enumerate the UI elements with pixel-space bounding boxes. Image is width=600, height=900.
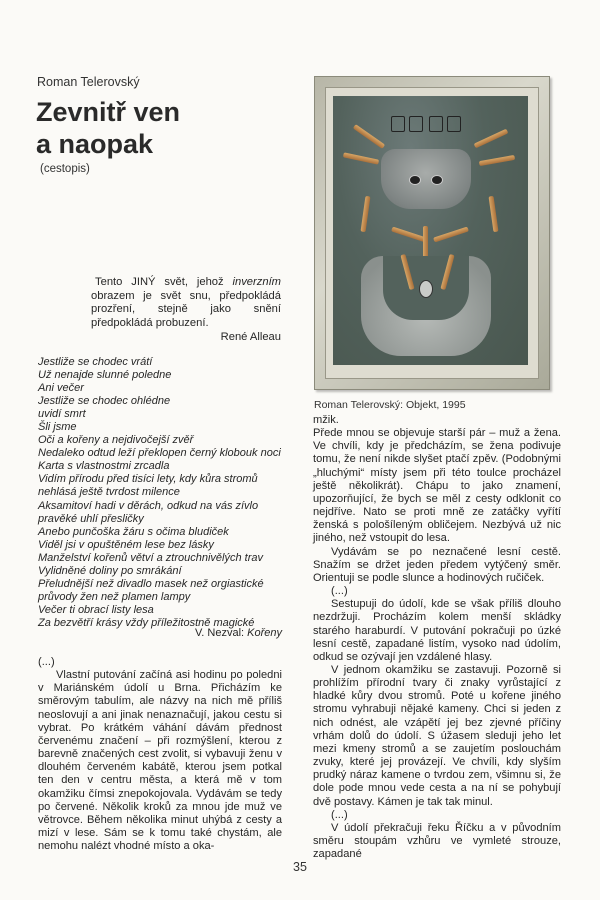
- poem-line: Jestliže se chodec vrátí: [38, 356, 153, 368]
- poem-line: Anebo punčoška žáru s očima bludiček: [38, 525, 229, 538]
- body-paragraph: Vydávám se po neznačené lesní cestě. Snažím se držet jeden předem vytýčený směr. Orientuji se podle slunce a hodinových ručiček.: [313, 545, 561, 584]
- poem-line: Šli jsme: [38, 421, 77, 434]
- article-subtitle: (cestopis): [40, 163, 90, 175]
- poem-line: Manželství kořenů větví a ztrouchnivělých trav: [38, 551, 263, 564]
- crossed-arms-shape: [361, 256, 491, 356]
- epigraph: [91, 276, 281, 330]
- page-number: 35: [293, 860, 307, 874]
- ellipsis: (...): [331, 808, 348, 821]
- epigraph-text-1: Tento JINÝ svět, jehož: [95, 276, 233, 288]
- poem-source-author: V. Nezval:: [194, 627, 248, 639]
- body-paragraph: mžik.: [313, 414, 339, 426]
- body-paragraph: Sestupuji do údolí, kde se však příliš dlouho nezdržuji. Procházím kolem menší skládky starého haraburdí. V putování pokračuji po úzké lesní cestě, zapadané listím, vysoko nad údolím, odkud se ozývají jen vzdálené hlasy.: [313, 598, 561, 663]
- artwork-canvas: [333, 96, 528, 365]
- torso-shape: [381, 149, 471, 209]
- poem-source: [38, 627, 282, 639]
- clothespin: [433, 227, 469, 243]
- poem-line: uvidí smrt: [38, 408, 86, 421]
- ellipsis: (...): [38, 656, 55, 668]
- body-paragraph: Vlastní putování začíná asi hodinu po poledni v Mariánském údolí u Brna. Přicházím ke směrovým tabulím, ale názvy na nich mě příliš neoslovují a ani jinak nenaznačují, jakou cestu si vybrat. Po krátkém váhání dávám přednost červenému značení – při rozmýšlení, kterou z barevně značených cest zvolit, si vybavuji ženu v dlouhém červeném kabátě, kterou jsem potkal ten den v centru města, a která mě v tom okamžiku čímsi znepokojovala. Vydávám se tedy po červené. Několik kroků za mnou jde muž ve větrovce. Během několika minut uhýbá z cesty a mizí v lese. Sám se k tomu také chystám, ale nemohu nalézt vhodné místo a oka-: [38, 669, 282, 853]
- body-paragraph: V jednom okamžiku se zastavuji. Pozorně si prohlížím přírodní tvary či znaky vyrůstající z hladké kůry dvou stromů. Poté u kořene jiného stromu vyhrabuji nějaké kameny. Chci si jeden z nich odnést, ale vzápětí jej bez zjevné příčiny vrhám dolů do údolí. S úžasem sleduji jeho let mezi kmeny stromů a se zaujetím poslouchám zvuky, které jej provázejí. Ve chvíli, kdy slyším prudký náraz kamene o tvrdou zem, všimnu si, že dole pode mnou vede cesta a na ní se pohybují dvě postavy. Kámen je tak tak minul.: [313, 663, 561, 808]
- clothespin: [361, 196, 371, 232]
- title-line-1: Zevnitř ven: [36, 97, 181, 127]
- clip-icon: [429, 116, 443, 132]
- epigraph-italic: inverzním: [232, 276, 281, 288]
- author-name: Roman Telerovský: [37, 75, 140, 89]
- poem-line: Za bezvětří krásy vždy příležitostně magické: [38, 616, 255, 629]
- poem-line: pravěké uhlí přesličky: [38, 512, 144, 525]
- poem-quote: [38, 356, 282, 630]
- clothespin: [489, 196, 499, 232]
- poem-line: Večer ti obrací listy lesa: [38, 603, 154, 616]
- right-text-column: [313, 414, 561, 861]
- poem-line: Jestliže se chodec ohlédne: [38, 395, 171, 408]
- poem-line: Už nenajde slunné poledne: [38, 369, 172, 382]
- clip-icon: [447, 116, 461, 132]
- clip-icon: [409, 116, 423, 132]
- poem-line: nehlásá ještě tvrdost milence: [38, 486, 180, 499]
- eye-hole: [431, 175, 443, 185]
- poem-line: Viděl jsi v opuštěném lese bez lásky: [38, 538, 214, 551]
- small-face: [419, 280, 433, 298]
- poem-line: Aksamitoví hadi v děrách, odkud na vás zívlo: [38, 499, 259, 512]
- figure-caption: Roman Telerovský: Objekt, 1995: [314, 399, 466, 411]
- article-title: [36, 96, 180, 160]
- poem-line: Vidím přírodu před tisíci lety, kdy kůra stromů: [38, 473, 258, 486]
- clothespin: [479, 155, 515, 166]
- poem-source-title: Kořeny: [247, 627, 282, 639]
- eye-hole: [409, 175, 421, 185]
- title-line-2: a naopak: [36, 129, 154, 159]
- body-paragraph: Přede mnou se objevuje starší pár – muž a žena. Ve chvíli, kdy je předcházím, se žena podivuje tomu, že není nikde slyšet ptačí zpěv. (Podobnými „hluchými“ místy jsem při této toulce procházel ještě několikrát). Chápu to jako znamení, upozorňující, že bych se měl z cesty odklonit co nejdříve. Nato se proti mně ze zatáčky vyřítí ženská s pološíleným obličejem. Nezbývá už nic jiného, než vstoupit do lesa.: [313, 427, 561, 545]
- clothespin: [474, 129, 509, 149]
- poem-line: Nedaleko odtud leží překlopen černý klobouk noci: [38, 447, 281, 460]
- ellipsis: (...): [331, 585, 348, 598]
- left-text-column: [38, 656, 282, 853]
- body-paragraph: V údolí překračuji řeku Říčku a v původním směru stoupám vzhůru ve vymleté strouze, zapadané: [313, 821, 561, 861]
- poem-line: průvody žen než plamen lampy: [38, 590, 191, 603]
- clothespin: [353, 124, 385, 149]
- clip-icon: [391, 116, 405, 132]
- poem-line: Oči a kořeny a nejdivočejší zvěř: [38, 434, 194, 447]
- poem-line: Karta s vlastnostmi zrcadla: [38, 460, 170, 473]
- clothespin: [391, 227, 427, 243]
- artwork-photo: [314, 76, 550, 390]
- poem-line: Ani večer: [38, 382, 84, 395]
- clothespin: [343, 152, 379, 164]
- poem-line: Přeludnější než divadlo masek než orgiastické: [38, 577, 264, 590]
- epigraph-author: René Alleau: [220, 331, 281, 343]
- epigraph-text-2: obrazem je svět snu, předpokládá prozření, stejně jako snění předpokládá probuzení.: [91, 289, 281, 329]
- poem-line: Vylidněné doliny po smrákání: [38, 564, 182, 577]
